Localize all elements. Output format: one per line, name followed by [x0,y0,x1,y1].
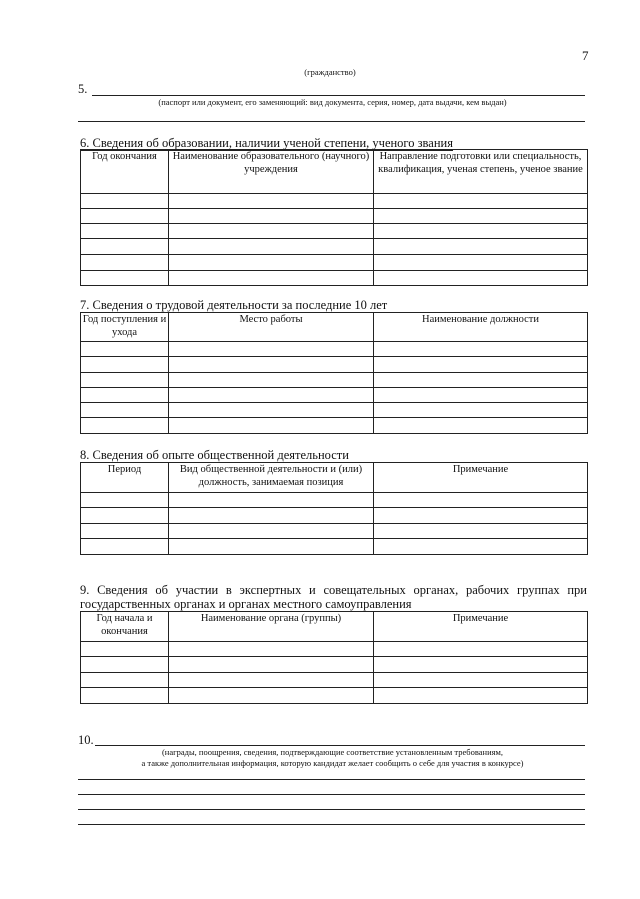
table-cell[interactable] [81,657,169,673]
expert-bodies-table [80,611,588,704]
item10-caption-line2: а также дополнительная информация, которую кандидат желает сообщить о себе для участия в конкурсе) [141,758,524,768]
public-activity-col-period: Период [81,463,169,493]
table-cell[interactable] [374,224,588,239]
item10-number: 10. [78,733,94,747]
table-cell[interactable] [169,524,374,539]
table-cell[interactable] [81,524,169,539]
employment-col-workplace: Место работы [169,313,374,342]
table-cell[interactable] [81,688,169,704]
item5-line-2[interactable] [78,121,585,122]
education-table [80,149,588,286]
table-cell[interactable] [374,357,588,373]
table-row [81,224,588,239]
table-row [81,642,588,657]
item10-caption-line1: (награды, поощрения, сведения, подтверждающие соответствие установленным требованиям, [161,747,504,757]
table-cell[interactable] [169,688,374,704]
table-cell[interactable] [169,194,374,209]
education-header-row [81,150,588,194]
education-col-year: Год окончания [81,150,169,194]
table-cell[interactable] [81,508,169,524]
table-cell[interactable] [374,209,588,224]
item10-line-5[interactable] [78,824,585,825]
table-row [81,255,588,271]
table-row [81,357,588,373]
item10-line-2[interactable] [78,779,585,780]
table-cell[interactable] [169,642,374,657]
table-cell[interactable] [374,688,588,704]
public-activity-table [80,462,588,555]
table-cell[interactable] [81,224,169,239]
table-cell[interactable] [374,239,588,255]
table-cell[interactable] [374,493,588,508]
section7-title: 7. Сведения о трудовой деятельности за последние 10 лет [80,298,388,312]
table-cell[interactable] [81,342,169,357]
table-row [81,524,588,539]
page-number: 7 [582,48,589,63]
item5-caption: (паспорт или документ, его заменяющий: вид документа, серия, номер, дата выдачи, кем выдан) [158,97,507,107]
public-activity-col-type: Вид общественной деятельности и (или) должность, занимаемая позиция [169,463,374,493]
expert-bodies-col-body: Наименование органа (группы) [169,612,374,642]
table-cell[interactable] [81,388,169,403]
table-cell[interactable] [81,673,169,688]
table-cell[interactable] [169,388,374,403]
table-row [81,209,588,224]
table-row [81,657,588,673]
table-cell[interactable] [374,271,588,286]
table-row [81,342,588,357]
employment-col-position: Наименование должности [374,313,588,342]
education-col-specialty: Направление подготовки или специальность, квалификация, ученая степень, ученое звание [374,150,588,194]
table-row [81,194,588,209]
table-row [81,373,588,388]
employment-header-row [81,313,588,342]
table-cell[interactable] [169,209,374,224]
table-cell[interactable] [169,403,374,418]
table-cell[interactable] [169,357,374,373]
table-cell[interactable] [374,418,588,434]
table-cell[interactable] [374,524,588,539]
table-cell[interactable] [374,255,588,271]
table-cell[interactable] [374,403,588,418]
table-cell[interactable] [374,539,588,555]
table-cell[interactable] [169,224,374,239]
employment-table [80,312,588,434]
table-cell[interactable] [81,271,169,286]
citizenship-caption: (гражданство) [304,67,356,77]
table-cell[interactable] [374,657,588,673]
table-cell[interactable] [169,271,374,286]
expert-bodies-col-note: Примечание [374,612,588,642]
expert-bodies-col-years: Год начала и окончания [81,612,169,642]
item5-number: 5. [78,82,88,96]
table-cell[interactable] [81,642,169,657]
table-row [81,418,588,434]
education-col-institution: Наименование образовательного (научного) учреждения [169,150,374,194]
table-cell[interactable] [374,508,588,524]
employment-col-years: Год поступления и ухода [81,313,169,342]
table-row [81,403,588,418]
expert-bodies-header-row [81,612,588,642]
table-row [81,539,588,555]
public-activity-header-row [81,463,588,493]
public-activity-col-note: Примечание [374,463,588,493]
item10-line-1[interactable] [95,745,585,746]
section8-title: 8. Сведения об опыте общественной деятельности [80,448,349,462]
table-cell[interactable] [169,342,374,357]
table-cell[interactable] [374,342,588,357]
item10-line-4[interactable] [78,809,585,810]
section9-title-line2: государственных органах и органах местного самоуправления [80,597,412,611]
table-cell[interactable] [81,539,169,555]
table-cell[interactable] [81,194,169,209]
table-cell[interactable] [374,642,588,657]
table-cell[interactable] [169,493,374,508]
table-cell[interactable] [169,239,374,255]
item10-line-3[interactable] [78,794,585,795]
table-cell[interactable] [374,673,588,688]
table-cell[interactable] [81,357,169,373]
table-cell[interactable] [81,403,169,418]
table-cell[interactable] [81,418,169,434]
table-cell[interactable] [169,373,374,388]
table-cell[interactable] [374,373,588,388]
item5-line-1[interactable] [92,95,585,96]
table-cell[interactable] [169,657,374,673]
table-cell[interactable] [169,255,374,271]
table-cell[interactable] [169,418,374,434]
table-cell[interactable] [169,673,374,688]
table-row [81,508,588,524]
table-cell[interactable] [81,373,169,388]
table-row [81,688,588,704]
table-cell[interactable] [169,508,374,524]
table-row [81,493,588,508]
table-row [81,239,588,255]
table-row [81,388,588,403]
table-row [81,271,588,286]
table-cell[interactable] [374,194,588,209]
section9-title-line1: 9. Сведения об участии в экспертных и совещательных органах, рабочих группах при [80,583,587,597]
table-row [81,673,588,688]
table-cell[interactable] [374,388,588,403]
table-cell[interactable] [81,209,169,224]
table-cell[interactable] [81,255,169,271]
section6-title: 6. Сведения об образовании, наличии ученой степени, ученого звания [80,136,453,150]
table-cell[interactable] [169,539,374,555]
table-cell[interactable] [81,239,169,255]
table-cell[interactable] [81,493,169,508]
